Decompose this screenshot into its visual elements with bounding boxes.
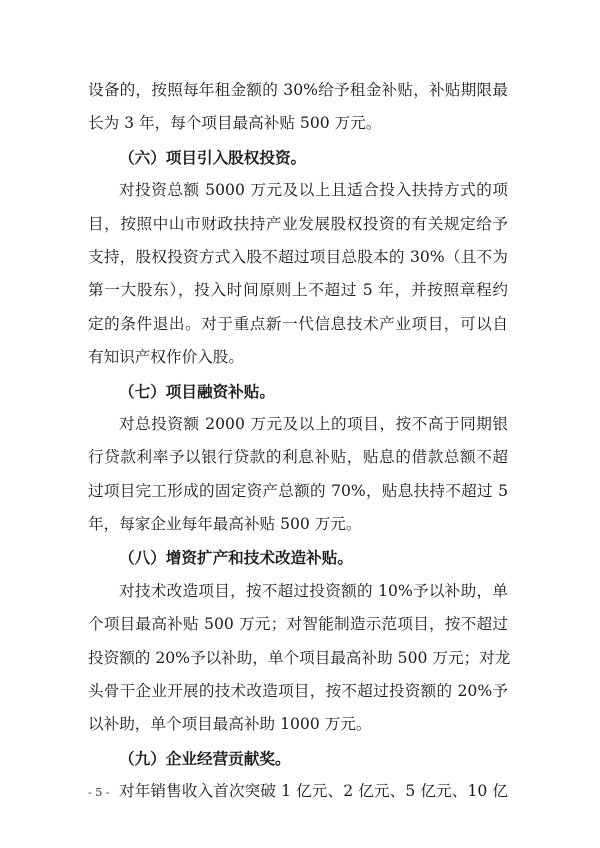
page-number: - 5 - [88,786,110,799]
paragraph-line: 个项目最高补贴 500 万元；对智能制造示范项目，按不超过 [88,615,508,634]
paragraph-line: 对总投资额 2000 万元及以上的项目，按不高于同期银 [119,414,508,433]
paragraph-line: 对年销售收入首次突破 1 亿元、2 亿元、5 亿元、10 亿 [119,782,508,801]
paragraph-line: 头骨干企业开展的技术改造项目，按不超过投资额的 20%予 [88,682,508,701]
paragraph-line: 第一大股东），投入时间原则上不超过 5 年，并按照章程约 [88,281,508,300]
paragraph-line: 长为 3 年，每个项目最高补贴 500 万元。 [88,114,382,133]
paragraph-line: 年，每家企业每年最高补贴 500 万元。 [88,515,362,534]
paragraph-line: 对技术改造项目，按不超过投资额的 10%予以补助，单 [119,581,508,600]
section-heading: （七）项目融资补贴。 [119,381,275,401]
paragraph-line: 以补助，单个项目最高补助 1000 万元。 [88,715,372,734]
paragraph-line: 投资额的 20%予以补助，单个项目最高补助 500 万元；对龙 [88,648,511,667]
paragraph-line: 支持，股权投资方式入股不超过项目总股本的 30%（且不为 [88,247,508,266]
document-body [88,74,511,809]
paragraph-line: 过项目完工形成的固定资产总额的 70%，贴息扶持不超过 5 [88,481,508,500]
section-heading: （九）企业经营贡献奖。 [119,748,291,768]
section-heading: （八）增资扩产和技术改造补贴。 [119,548,353,568]
paragraph-line: 定的条件退出。对于重点新一代信息技术产业项目，可以自 [88,314,508,333]
paragraph-line: 设备的，按照每年租金额的 30%给予租金补贴，补贴期限最 [88,81,508,99]
paragraph-line: 目，按照中山市财政扶持产业发展股权投资的有关规定给予 [88,214,508,233]
paragraph-line: 行贷款利率予以银行贷款的利息补贴，贴息的借款总额不超 [88,448,508,467]
paragraph-line: 有知识产权作价入股。 [88,348,244,367]
paragraph-line: 对投资总额 5000 万元及以上且适合投入扶持方式的项 [119,181,508,200]
section-heading: （六）项目引入股权投资。 [119,147,307,167]
